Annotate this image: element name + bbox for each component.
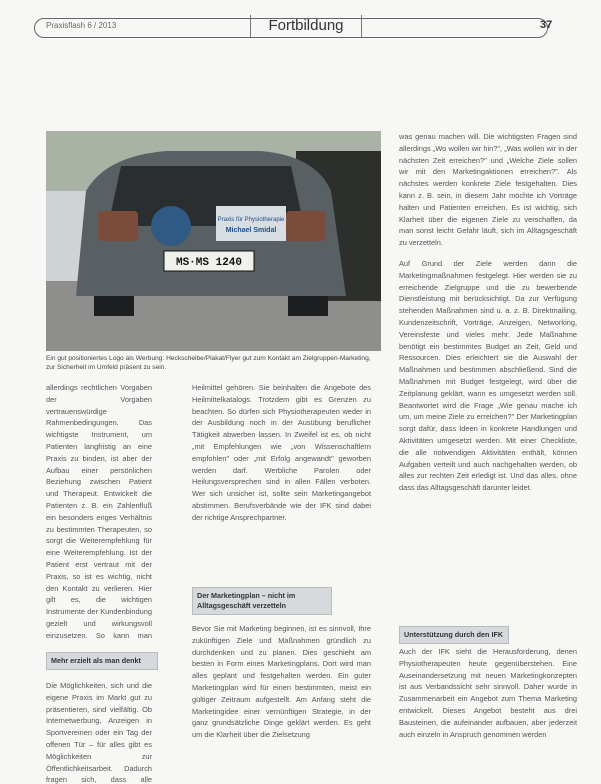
column-3b-text: Auf Grund der Ziele werden dann die Marketingmaßnahmen festgelegt. Hier werden sie zu erreichende Zielgruppe und die zu bewerbende Dienstleistung mit berücksichtigt. Da zur Verfügung stehenden Maßnahmen sind u. a. z. B. Direktmailing, Kundenzeitschrift, Vorträge, Anzeigen, Networking, Vereinsfeste und vieles mehr. Jede Maßnahme benötigt ein bestimmtes Budget an Zeit, Geld und Ressourcen. Dies erleichtert sie die Auswahl der Maßnahmen und bestimmen abschließend. Sind die Maßnahmen mit Budget festgelegt, wird über die Zeitplanung geklärt, wann es umgesetzt werden soll. Beantwortet wird die Frage „Wie genau mache ich um, um meine Ziele zu erreichen?" Der Marketingplan sorgt dafür, dass Ideen in konkrete Handlungen und Aktivitäten umgesetzt werden. Mit einer Checkliste, die alle notwendigen Aktivitäten enthält, können Aufgaben verteilt und auch nachgehalten werden, ob alles zur rechten Zeit erledigt ist. Und das alles, ohne dass das Alltagsgeschäft darunter leidet.	[399, 259, 577, 493]
subheading-1: Mehr erzielt als man denkt	[46, 652, 158, 670]
column-1-text: allerdings rechtlichen Vorgaben der Vorgaben vertrauenswürdige Rahmenbedingungen. Das wichtigste Instrument, um Patienten langfristig an eine Praxis zu binden, ist aber der Aufbau einer persönlichen Beziehung zwischen Patient und Therapeut. Entwickelt die Patienten z. B. ein Zahlenfluß ein besonders enges Verhältnis zu bestimmten Therapeuten, so sorgt die Weiterempfehlung für eine Weiterempfehlung. Ist der Patient erst vertraut mit der Praxis, so ist es wichtig, nicht den Kontakt zu verlieren. Hier gilt es, die wichtigen Instrumente der Kundenbindung gezielt und wirkungsvoll einzusetzen. So kann man	[46, 383, 152, 640]
subheading-3: Unterstützung durch den IFK	[399, 626, 509, 644]
column-1b-text: Die Möglichkeiten, sich und die eigene Praxis im Markt gut zu präsentieren, sind vielfältig. Ob Internetwerbung, Anzeigen in Sportvereinen oder ein Tag der offenen Tür – für alles gibt es Möglichkeiten zur Öffentlichkeitsarbeit. Dadurch fragen sich, dass alle	[46, 681, 152, 784]
sticker-line: Praxis für Physiotherapie	[217, 217, 285, 223]
page-number: 37	[540, 19, 553, 31]
column-3c-text: Auch der IFK sieht die Herausforderung, denen Physiotherapeuten heute gegenüberstehen. Eine Auseinandersetzung mit neuen Marketingkonzepten ist aus Verbandssicht sehr sinnvoll. Daher wurde in Zusammenarbeit ein Angebot zum Thema Marketing entwickelt. Dieses Angebot besteht aus drei Bausteinen, die aufeinander aufbauen, aber jederzeit auch einzeln in Anspruch genommen werden	[399, 647, 577, 739]
license-plate: MS·MS 1240	[175, 257, 243, 269]
subheading-2: Der Marketingplan – nicht im Alltagsgeschäft verzetteln	[192, 587, 332, 615]
column-3-text: was genau machen will. Die wichtigsten Fragen sind allerdings „Wo wollen wir hin?", „Was wollen wir in der nächsten Zeit erreichen?" und „Welche Ziele sollen wir mit den Marketingaktionen erreichen?". Als nächstes werden konkrete Ziele festgehalten. Dies kann z. B. sein, in diesem Jahr möchte ich Vorträge halten und Patienten erreichen. Es ist wichtig, sich Klarheit über die eigenen Ziele zu verschaffen, da man sonst leicht Gefahr läuft, sich im Alltagsgeschäft zu verzetteln.	[399, 132, 577, 248]
column-2-text: Heilmittel gehören. Sie beinhalten die Angebote des Heilmittelkatalogs. Trotzdem gibt es Grenzen zu beachten. So dürfen sich Physiotherapeuten weder in der Ausbildung noch in der Ausübung beruflicher Tätigkeit abwerben lassen. In Zweifel ist es, ob nicht „mit Empfehlungen wie „von Wissenschaftlern empfohlen" oder „mit Erfolg angewandt" geworben werden darf. Werbliche Parolen oder Heilungsversprechen sind in allen Fällen verboten. Wer sich unsicher ist, sollte sein Marketingangebot abstimmen. Berufsverbände wie der IFK sind dabei der richtige Ansprechpartner.	[192, 383, 371, 522]
column-2b-text: Bevor Sie mit Marketing beginnen, ist es sinnvoll, Ihre zukünftigen Ziele und Maßnahmen gründlich zu durchdenken und zu planen. Dies geschieht am besten in Form eines Marketingplans. Dort wird man alles geplant und festgehalten werden. Ein guter Marketingplan wird für einen bestimmten, meist ein gültiger Zeitraum aufgestellt. Am Anfang steht die Marketingidee einer vernünftigen Strategie, in der ganz grundsätzliche Dinge geklärt werden. Es geht um die Klarheit über die Zielsetzung	[192, 624, 371, 740]
photo-caption: Ein gut positioniertes Logo als Werbung: Heckscheibe/Plakat/Flyer gut zum Kontakt am Zielgruppen-Marketing, zur Sicherheit im Umfeld präsent zu sein.	[46, 355, 371, 371]
section-title: Fortbildung	[250, 15, 362, 37]
sticker-name: Michael Smidal	[225, 227, 277, 234]
car-photo	[46, 131, 381, 351]
car-illustration	[46, 131, 381, 351]
journal-issue: Praxisflash 6 / 2013	[46, 21, 117, 30]
